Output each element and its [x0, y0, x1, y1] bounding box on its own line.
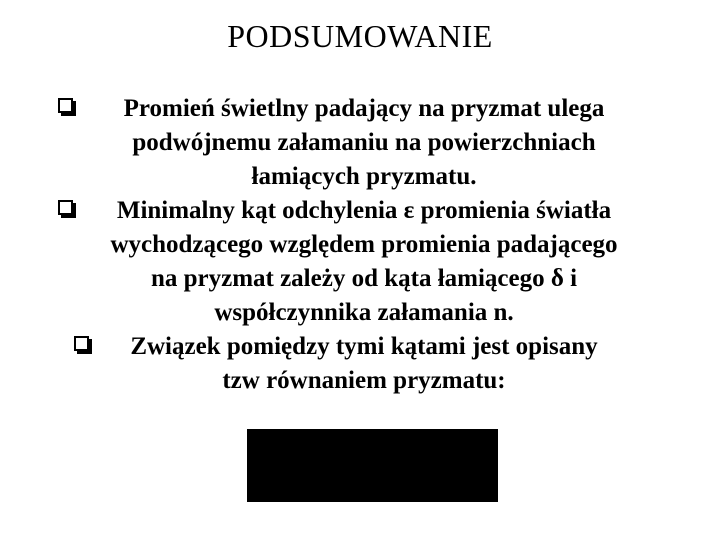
bullet-item-2: [54, 194, 674, 330]
bullet-2-line-4: współczynnika załamania n.: [214, 299, 514, 326]
bullet-1-line-3: łamiących pryzmatu.: [251, 163, 477, 190]
checkbox-square-icon: [58, 200, 73, 215]
bullet-3-line-1: Związek pomiędzy tymi kątami jest opisany: [130, 333, 598, 360]
bullet-2-line-1: Minimalny kąt odchylenia ε promienia światła: [116, 197, 612, 224]
bullet-list: [54, 92, 674, 398]
bullet-item-1: [54, 92, 674, 194]
bullet-2-line-2: wychodzącego względem promienia padającego: [110, 231, 618, 258]
bullet-1-line-1: Promień świetlny padający na pryzmat ulega: [123, 95, 605, 122]
bullet-3-line-2: tzw równaniem pryzmatu:: [222, 367, 506, 394]
checkbox-square-icon: [74, 336, 89, 351]
prism-equation-image: [247, 429, 498, 502]
bullet-2-line-3: na pryzmat zależy od kąta łamiącego δ i: [150, 265, 578, 292]
bullet-1-line-2: podwójnemu załamaniu na powierzchniach: [132, 129, 596, 156]
checkbox-square-icon: [58, 98, 73, 113]
bullet-item-3: [54, 330, 674, 398]
slide-title: PODSUMOWANIE: [227, 18, 493, 54]
